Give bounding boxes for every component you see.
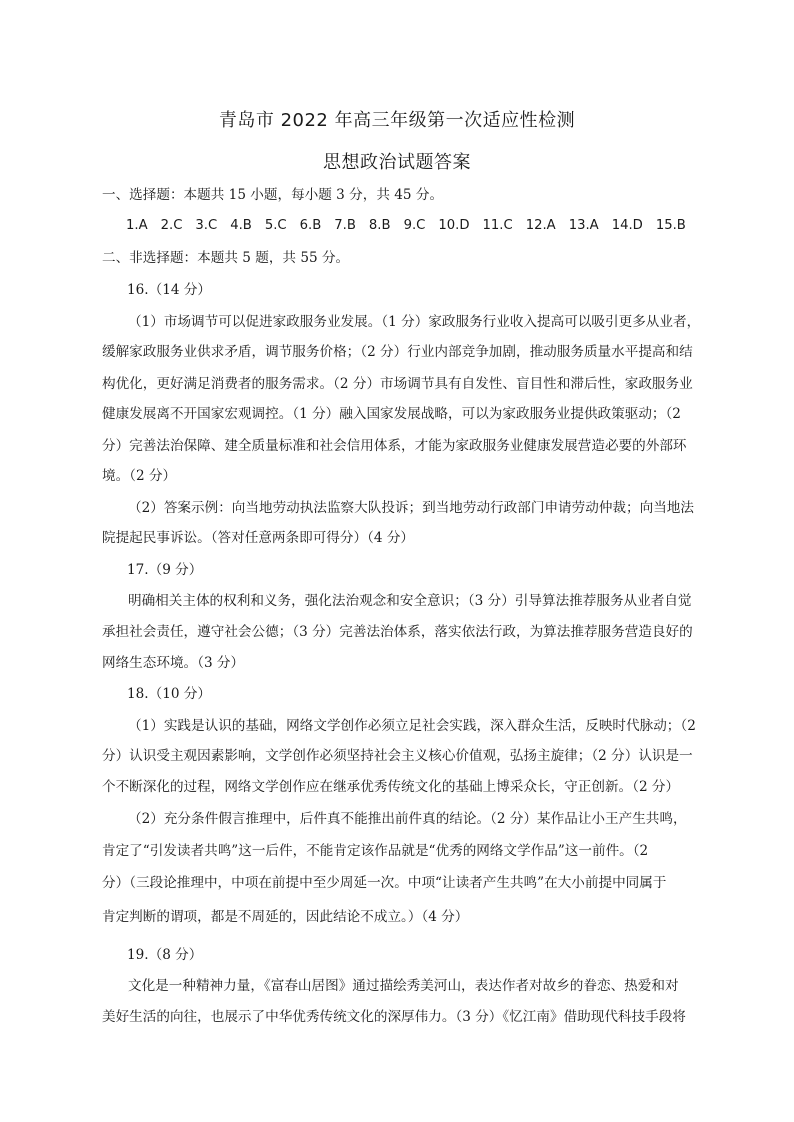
question-18-number: 18.（10 分） xyxy=(127,686,212,702)
q18-line: 肯定了“引发读者共鸣”这一后件，不能肯定该作品就是“优秀的网络文学作品”这一前件。（2 xyxy=(102,843,649,859)
answer-item: 6.B xyxy=(299,218,322,233)
q18-line: 个不断深化的过程，网络文学创作应在继承优秀传统文化的基础上博采众长，守正创新。（2 分） xyxy=(102,779,680,795)
q16-line: 构优化，更好满足消费者的服务需求。（2 分）市场调节具有自发性、盲目性和滞后性，家政服务业 xyxy=(102,376,693,392)
section-2-heading: 二、非选择题：本题共 5 题，共 55 分。 xyxy=(102,250,350,266)
answer-item: 12.A xyxy=(525,218,556,233)
section-1-heading: 一、选择题：本题共 15 小题，每小题 3 分，共 45 分。 xyxy=(102,187,444,203)
answer-item: 5.C xyxy=(264,218,287,233)
q18-line: （2）充分条件假言推理中，后件真不能推出前件真的结论。（2 分）某作品让小王产生共鸣， xyxy=(128,811,687,827)
q17-line: 明确相关主体的权利和义务，强化法治观念和安全意识；（3 分）引导算法推荐服务从业者自觉 xyxy=(128,593,692,609)
question-19-number: 19.（8 分） xyxy=(127,947,203,963)
answer-item: 2.C xyxy=(160,218,183,233)
answer-item: 3.C xyxy=(195,218,218,233)
q17-line: 网络生态环境。（3 分） xyxy=(102,655,245,671)
q19-line: 文化是一种精神力量，《富春山居图》通过描绘秀美河山，表达作者对故乡的眷恋、热爱和对 xyxy=(128,978,679,994)
answer-item: 9.C xyxy=(403,218,426,233)
q18-line: 分）（三段论推理中，中项在前提中至少周延一次。中项“让读者产生共鸣”在大小前提中同属于 xyxy=(102,875,667,891)
q16-line: 缓解家政服务业供求矛盾，调节服务价格；（2 分）行业内部竞争加剧，推动服务质量水平提高和结 xyxy=(102,344,693,360)
answer-item: 4.B xyxy=(230,218,252,233)
q16-line: （1）市场调节可以促进家政服务业发展。（1 分）家政服务行业收入提高可以吸引更多从业者， xyxy=(128,314,701,330)
page-subtitle: 思想政治试题答案 xyxy=(323,152,471,173)
answer-item: 8.B xyxy=(368,218,391,233)
q18-line: （1）实践是认识的基础，网络文学创作必须立足社会实践，深入群众生活，反映时代脉动；（2 xyxy=(128,718,696,734)
answer-item: 11.C xyxy=(482,218,513,233)
question-17-number: 17.（9 分） xyxy=(127,562,203,578)
answer-item: 14.D xyxy=(611,218,643,233)
q17-line: 承担社会责任，遵守社会公德；（3 分）完善法治体系，落实依法行政，为算法推荐服务营造良好的 xyxy=(102,624,693,640)
q18-line: 肯定判断的谓项，都是不周延的，因此结论不成立。）（4 分） xyxy=(102,909,469,925)
answer-item: 13.A xyxy=(568,218,599,233)
multiple-choice-answers xyxy=(126,216,686,236)
q16-line: 院提起民事诉讼。（答对任意两条即可得分）（4 分） xyxy=(102,530,415,546)
answer-item: 10.D xyxy=(438,218,470,233)
answer-item: 7.B xyxy=(334,218,356,233)
q16-line: 分）完善法治保障、建全质量标准和社会信用体系，才能为家政服务业健康发展营造必要的外部环 xyxy=(102,438,687,454)
q16-line: 境。（2 分） xyxy=(102,468,177,484)
q16-line: 健康发展离不开国家宏观调控。（1 分）融入国家发展战略，可以为家政服务业提供政策驱动；（2 xyxy=(102,406,681,422)
q16-line: （2）答案示例：向当地劳动执法监察大队投诉；到当地劳动行政部门申请劳动仲裁；向当地法 xyxy=(128,500,694,516)
answer-item: 15.B xyxy=(655,218,686,233)
q19-line: 美好生活的向往，也展示了中华优秀传统文化的深厚伟力。（3 分）《忆江南》借助现代科技手段将 xyxy=(102,1009,686,1025)
q18-line: 分）认识受主观因素影响，文学创作必须坚持社会主义核心价值观，弘扬主旋律；（2 分）认识是一 xyxy=(102,748,693,764)
answer-item: 1.A xyxy=(126,218,148,233)
question-16-number: 16.（14 分） xyxy=(127,282,212,298)
page-title: 青岛市 2022 年高三年级第一次适应性检测 xyxy=(218,110,576,131)
